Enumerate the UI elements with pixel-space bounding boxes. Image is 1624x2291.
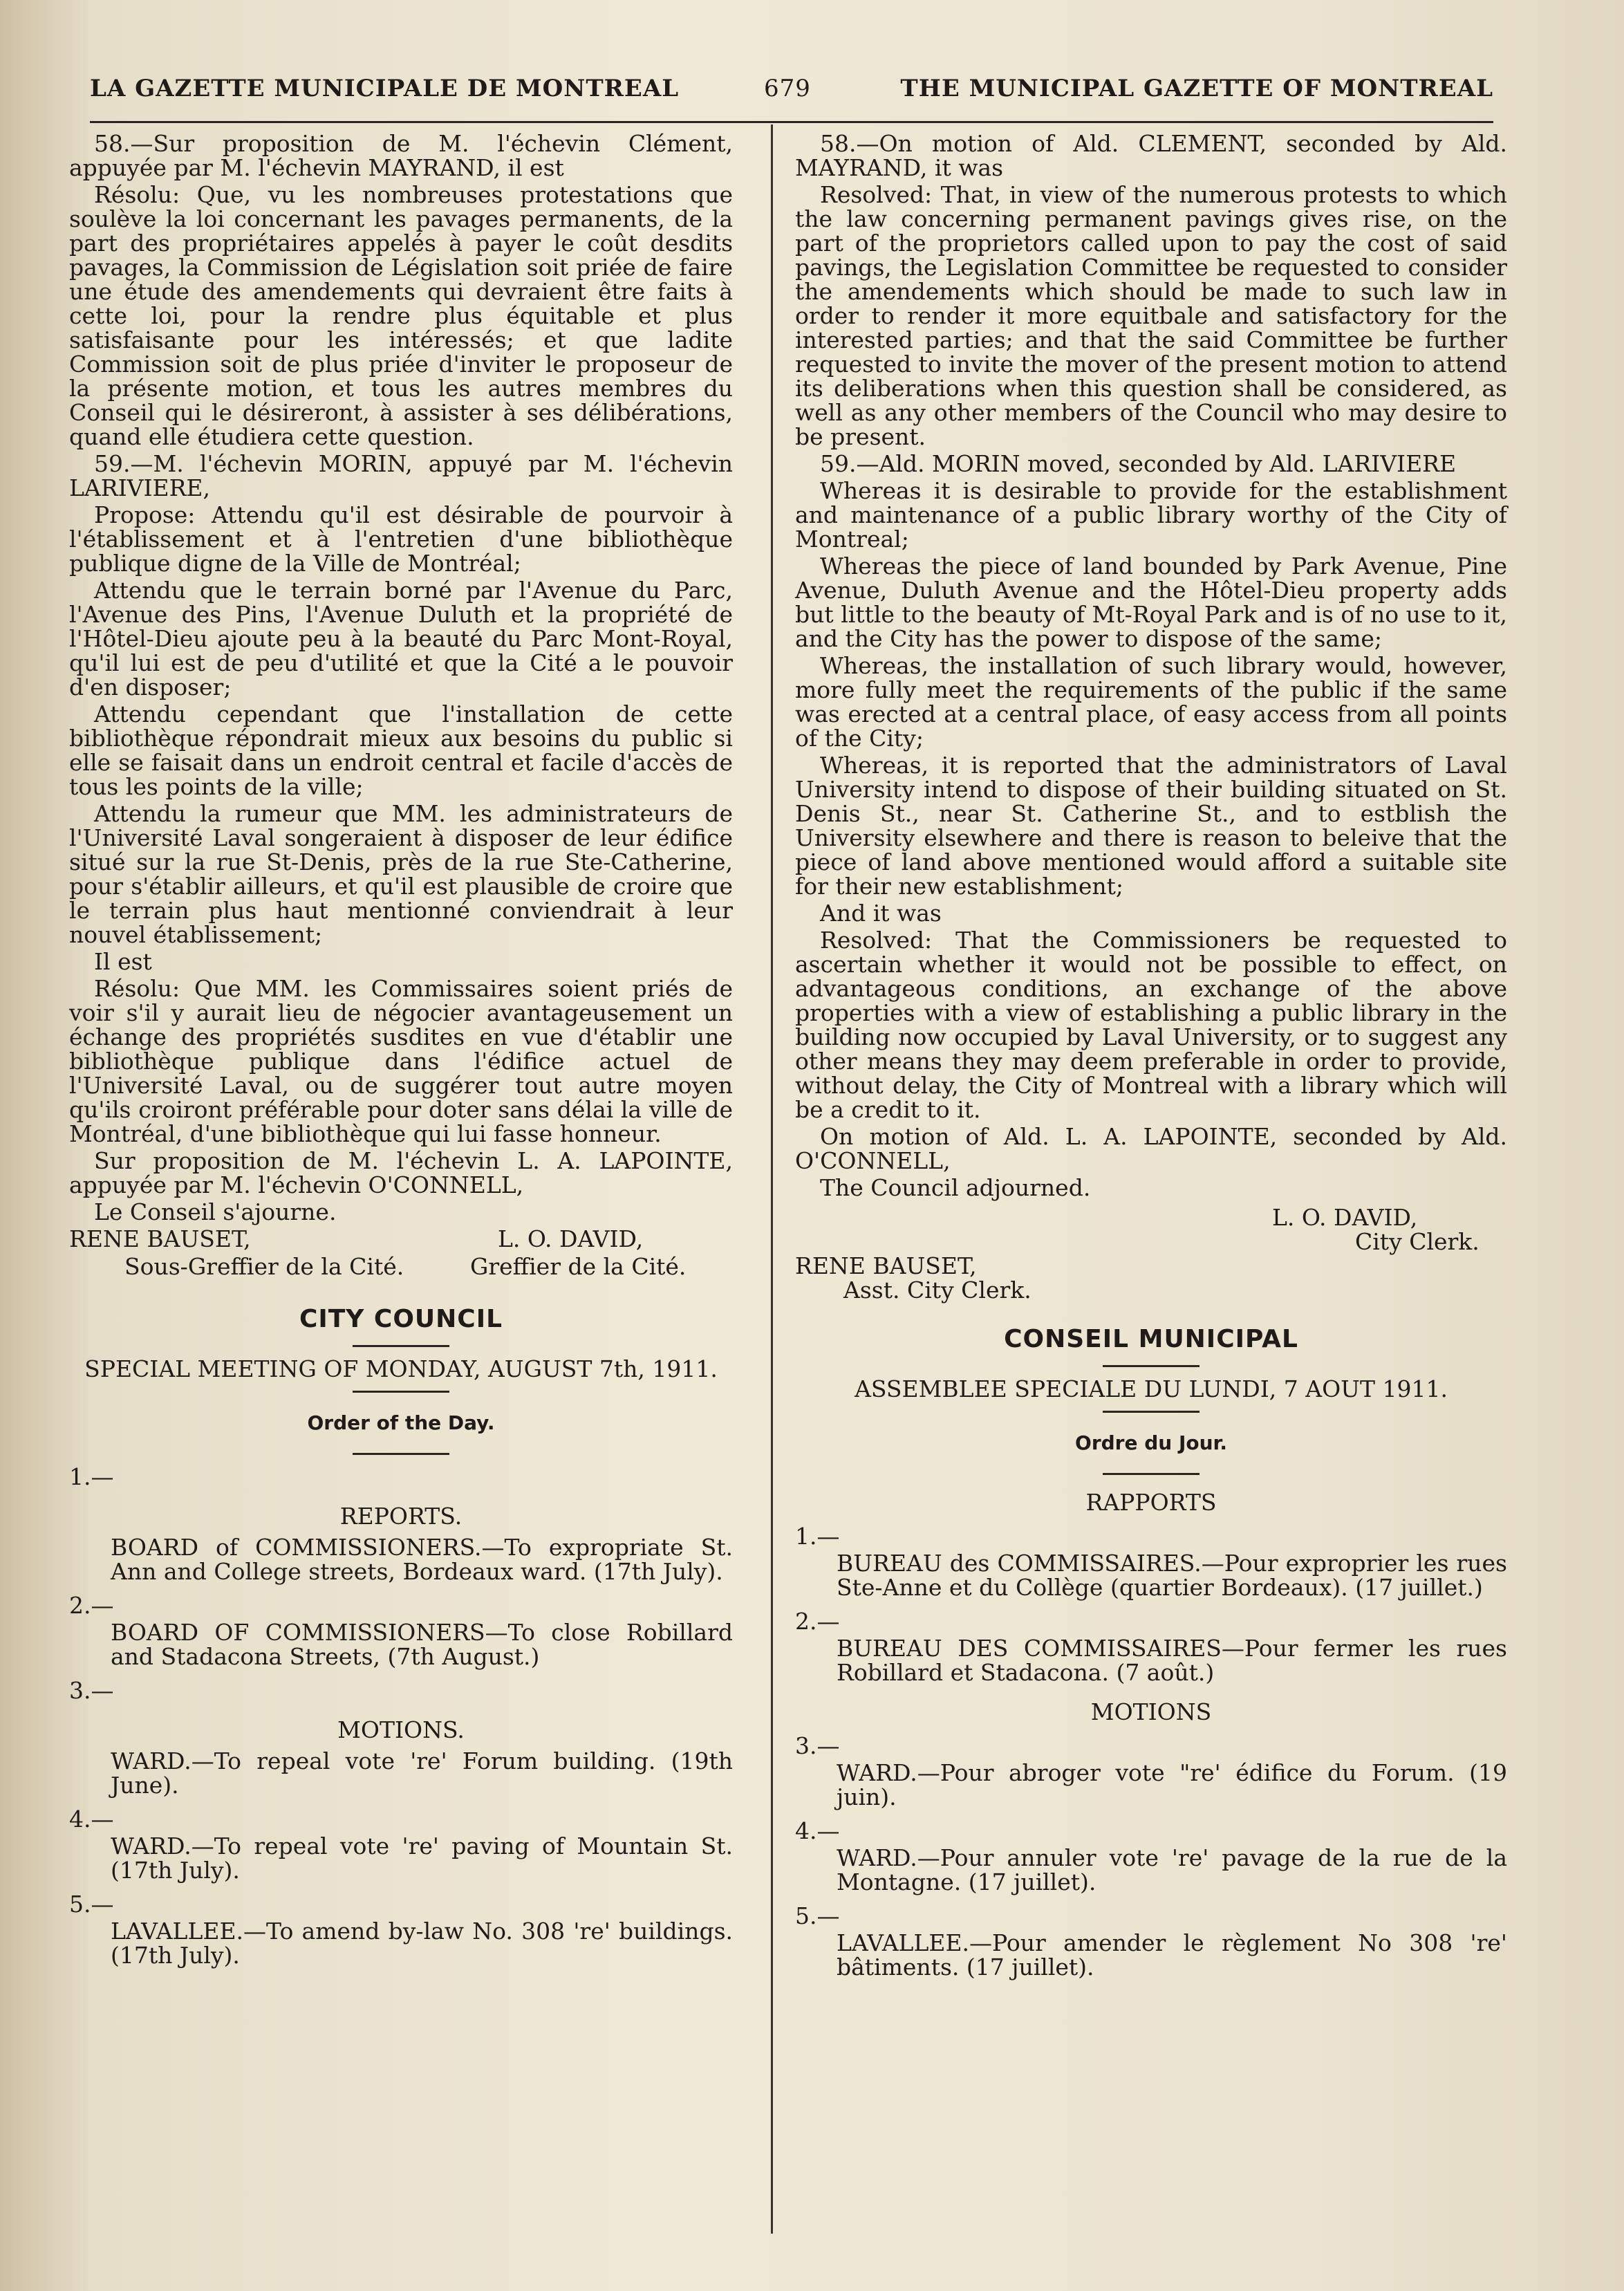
- divider-rule: [353, 1391, 449, 1393]
- paragraph: Attendu la rumeur que MM. les administrateurs de l'Université Laval songeraient à disposer de leur édifice situé sur la rue St-Denis, près de la rue Ste-Catherine, pour s'établir ailleurs, et qu'il est plausible de croire que le terrain plus haut mentionné conviendrait à leur nouvel établissement;: [69, 800, 733, 948]
- agenda-item: WARD.—To repeal vote 're' Forum building. (19th June).: [111, 1747, 733, 1799]
- paragraph: Attendu cependant que l'installation de cette bibliothèque répondrait mieux aux besoins du public si elle se faisait dans un endroit central et facile d'accès de tous les points de la ville;: [69, 701, 733, 800]
- item-number: 4.—: [795, 1817, 840, 1844]
- order-heading: Order of the Day.: [307, 1411, 495, 1434]
- header-left-title: LA GAZETTE MUNICIPALE DE MONTREAL: [90, 75, 680, 102]
- paragraph: Il est: [94, 948, 152, 975]
- agenda-item: BOARD OF COMMISSIONERS—To close Robillard and Stadacona Streets, (7th August.): [111, 1619, 733, 1670]
- paragraph: And it was: [820, 900, 942, 927]
- item-number: 1.—: [69, 1463, 114, 1490]
- paragraph: Sur proposition de M. l'échevin L. A. LAPOINTE, appuyée par M. l'échevin O'CONNELL,: [69, 1147, 733, 1198]
- divider-rule: [1103, 1473, 1200, 1475]
- signature-titles: [69, 1254, 733, 1282]
- clerk-name: L. O. DAVID,: [1272, 1204, 1418, 1231]
- item-number: 2.—: [69, 1592, 114, 1619]
- clerk-title: City Clerk.: [1355, 1228, 1480, 1255]
- divider-rule: [353, 1345, 449, 1347]
- motions-heading: MOTIONS.: [337, 1716, 465, 1743]
- agenda-item: LAVALLEE.—Pour amender le règlement No 308 're' bâtiments. (17 juillet).: [837, 1929, 1507, 1981]
- item-number: 3.—: [795, 1732, 840, 1759]
- motions-heading: MOTIONS: [1090, 1698, 1212, 1725]
- column-divider: [771, 124, 773, 2234]
- section-title: CITY COUNCIL: [299, 1305, 503, 1333]
- divider-rule: [1103, 1365, 1200, 1367]
- paragraph: The Council adjourned.: [820, 1174, 1091, 1201]
- clerk-title: Greffier de la Cité.: [470, 1253, 687, 1280]
- item-number: 2.—: [795, 1608, 840, 1635]
- paragraph: Resolved: That, in view of the numerous protests to which the law concerning permanent pavings gives rise, on the part of the proprietors called upon to pay the cost of said pavings, the Legislation Committee be requested to consider the amendements which should be made to such law in order to render it more equitbale and satisfactory for the interested parties; and that the said Committee be further requested to invite the mover of the present motion to attend its deliberations when this question shall be considered, as well as any other members of the Council who may desire to be present.: [795, 181, 1507, 450]
- paragraph: Whereas it is desirable to provide for the establishment and maintenance of a public library worthy of the City of Montreal;: [795, 477, 1507, 553]
- agenda-item: LAVALLEE.—To amend by-law No. 308 're' buildings. (17th July).: [111, 1918, 733, 1969]
- paragraph: Propose: Attendu qu'il est désirable de pourvoir à l'établissement et à l'entretien d'une bibliothèque publique digne de la Ville de Montréal;: [69, 501, 733, 577]
- paragraph: Resolved: That the Commissioners be requested to ascertain whether it would not be possible to effect, on advantageous conditions, an exchange of the above properties with a view of establishing a public library in the building now occupied by Laval University, or to suggest any other means they may deem preferable in order to provide, without delay, the City of Montreal with a library which will be a credit to it.: [795, 927, 1507, 1123]
- item-number: 1.—: [795, 1523, 840, 1550]
- assistant-clerk-title: Sous-Greffier de la Cité.: [124, 1253, 404, 1280]
- page-number: 679: [764, 75, 811, 102]
- assistant-clerk-name: RENE BAUSET,: [795, 1252, 977, 1279]
- reports-heading: RAPPORTS: [1085, 1489, 1217, 1516]
- item-number: 5.—: [795, 1902, 840, 1929]
- paragraph: Résolu: Que MM. les Commissaires soient priés de voir s'il y aurait lieu de négocier avantageusement un échange des propriétés susdites en vue d'établir une bibliothèque publique dans l'édifice actuel de l'Université Laval, ou de suggérer tout autre moyen qu'ils croiront préférable pour doter sans délai la ville de Montréal, d'une bibliothèque qui lui fasse honneur.: [69, 975, 733, 1147]
- reports-heading: REPORTS.: [339, 1503, 463, 1530]
- agenda-item: WARD.—Pour annuler vote 're' pavage de la rue de la Montagne. (17 juillet).: [837, 1844, 1507, 1895]
- order-heading: Ordre du Jour.: [1075, 1431, 1227, 1454]
- paragraph: On motion of Ald. L. A. LAPOINTE, seconded by Ald. O'CONNELL,: [795, 1123, 1507, 1174]
- item-number: 4.—: [69, 1806, 114, 1833]
- right-column: [795, 131, 1507, 1983]
- item-number: 5.—: [69, 1891, 114, 1918]
- paragraph: Whereas the piece of land bounded by Park Avenue, Pine Avenue, Duluth Avenue and the Hôtel-Dieu property adds but little to the beauty of Mt-Royal Park and is of no use to it, and the City has the power to dispose of the same;: [795, 553, 1507, 652]
- agenda-item: WARD.—Pour abroger vote "re' édifice du Forum. (19 juin).: [837, 1759, 1507, 1810]
- meeting-heading: ASSEMBLEE SPECIALE DU LUNDI, 7 AOUT 1911.: [855, 1375, 1448, 1402]
- assistant-clerk-name: RENE BAUSET,: [69, 1225, 251, 1252]
- agenda-item: WARD.—To repeal vote 're' paving of Mountain St. (17th July).: [111, 1833, 733, 1884]
- divider-rule: [1103, 1411, 1200, 1413]
- agenda-item: BUREAU DES COMMISSAIRES—Pour fermer les rues Robillard et Stadacona. (7 août.): [837, 1635, 1507, 1686]
- paragraph: 59.—Ald. MORIN moved, seconded by Ald. LARIVIERE: [820, 450, 1457, 477]
- assistant-clerk-title: Asst. City Clerk.: [843, 1277, 1032, 1304]
- clerk-name: L. O. DAVID,: [498, 1225, 644, 1252]
- section-title: CONSEIL MUNICIPAL: [1004, 1325, 1298, 1353]
- paragraph: Résolu: Que, vu les nombreuses protestations que soulève la loi concernant les pavages permanents, de la part des propriétaires appelés à payer le coût desdits pavages, la Commission de Législation soit priée de faire une étude des amendements qui devraient être faits à cette loi, pour la rendre plus équitable et plus satisfaisante pour les intéressés; et que ladite Commission soit de plus priée d'inviter le proposeur de la présente motion, et tous les autres membres du Conseil qui le désireront, à assister à ses délibérations, quand elle étudiera cette question.: [69, 181, 733, 450]
- paragraph: Attendu que le terrain borné par l'Avenue du Parc, l'Avenue des Pins, l'Avenue Duluth et la propriété de l'Hôtel-Dieu ajoute peu à la beauté du Parc Mont-Royal, qu'il lui est de peu d'utilité et que la Cité a le pouvoir d'en disposer;: [69, 577, 733, 701]
- divider-rule: [353, 1453, 449, 1455]
- paragraph: Whereas, it is reported that the administrators of Laval University intend to dispose of their building situated on St. Denis St., near St. Catherine St., and to estblish the University elsewhere and there is reason to beleive that the piece of land above mentioned would afford a suitable site for their new establishment;: [795, 752, 1507, 900]
- left-column: [69, 131, 733, 1972]
- item-number: 3.—: [69, 1677, 114, 1704]
- agenda-item: BOARD of COMMISSIONERS.—To expropriate St. Ann and College streets, Bordeaux ward. (17th July).: [111, 1534, 733, 1585]
- paragraph: 59.—M. l'échevin MORIN, appuyé par M. l'échevin LARIVIERE,: [69, 450, 733, 501]
- page-header: [90, 48, 1493, 123]
- paragraph: 58.—On motion of Ald. CLEMENT, seconded by Ald. MAYRAND, it was: [795, 130, 1507, 181]
- paragraph: Whereas, the installation of such library would, however, more fully meet the requirements of the public if the same was erected at a central place, of easy access from all points of the City;: [795, 652, 1507, 752]
- paragraph: 58.—Sur proposition de M. l'échevin Clément, appuyée par M. l'échevin MAYRAND, il est: [69, 130, 733, 181]
- paragraph: Le Conseil s'ajourne.: [94, 1198, 337, 1225]
- agenda-item: BUREAU des COMMISSAIRES.—Pour exproprier les rues Ste-Anne et du Collège (quartier Bordeaux). (17 juillet.): [837, 1550, 1507, 1601]
- header-right-title: THE MUNICIPAL GAZETTE OF MONTREAL: [900, 75, 1493, 102]
- meeting-heading: SPECIAL MEETING OF MONDAY, AUGUST 7th, 1911.: [84, 1355, 718, 1382]
- signature-names: [69, 1227, 733, 1254]
